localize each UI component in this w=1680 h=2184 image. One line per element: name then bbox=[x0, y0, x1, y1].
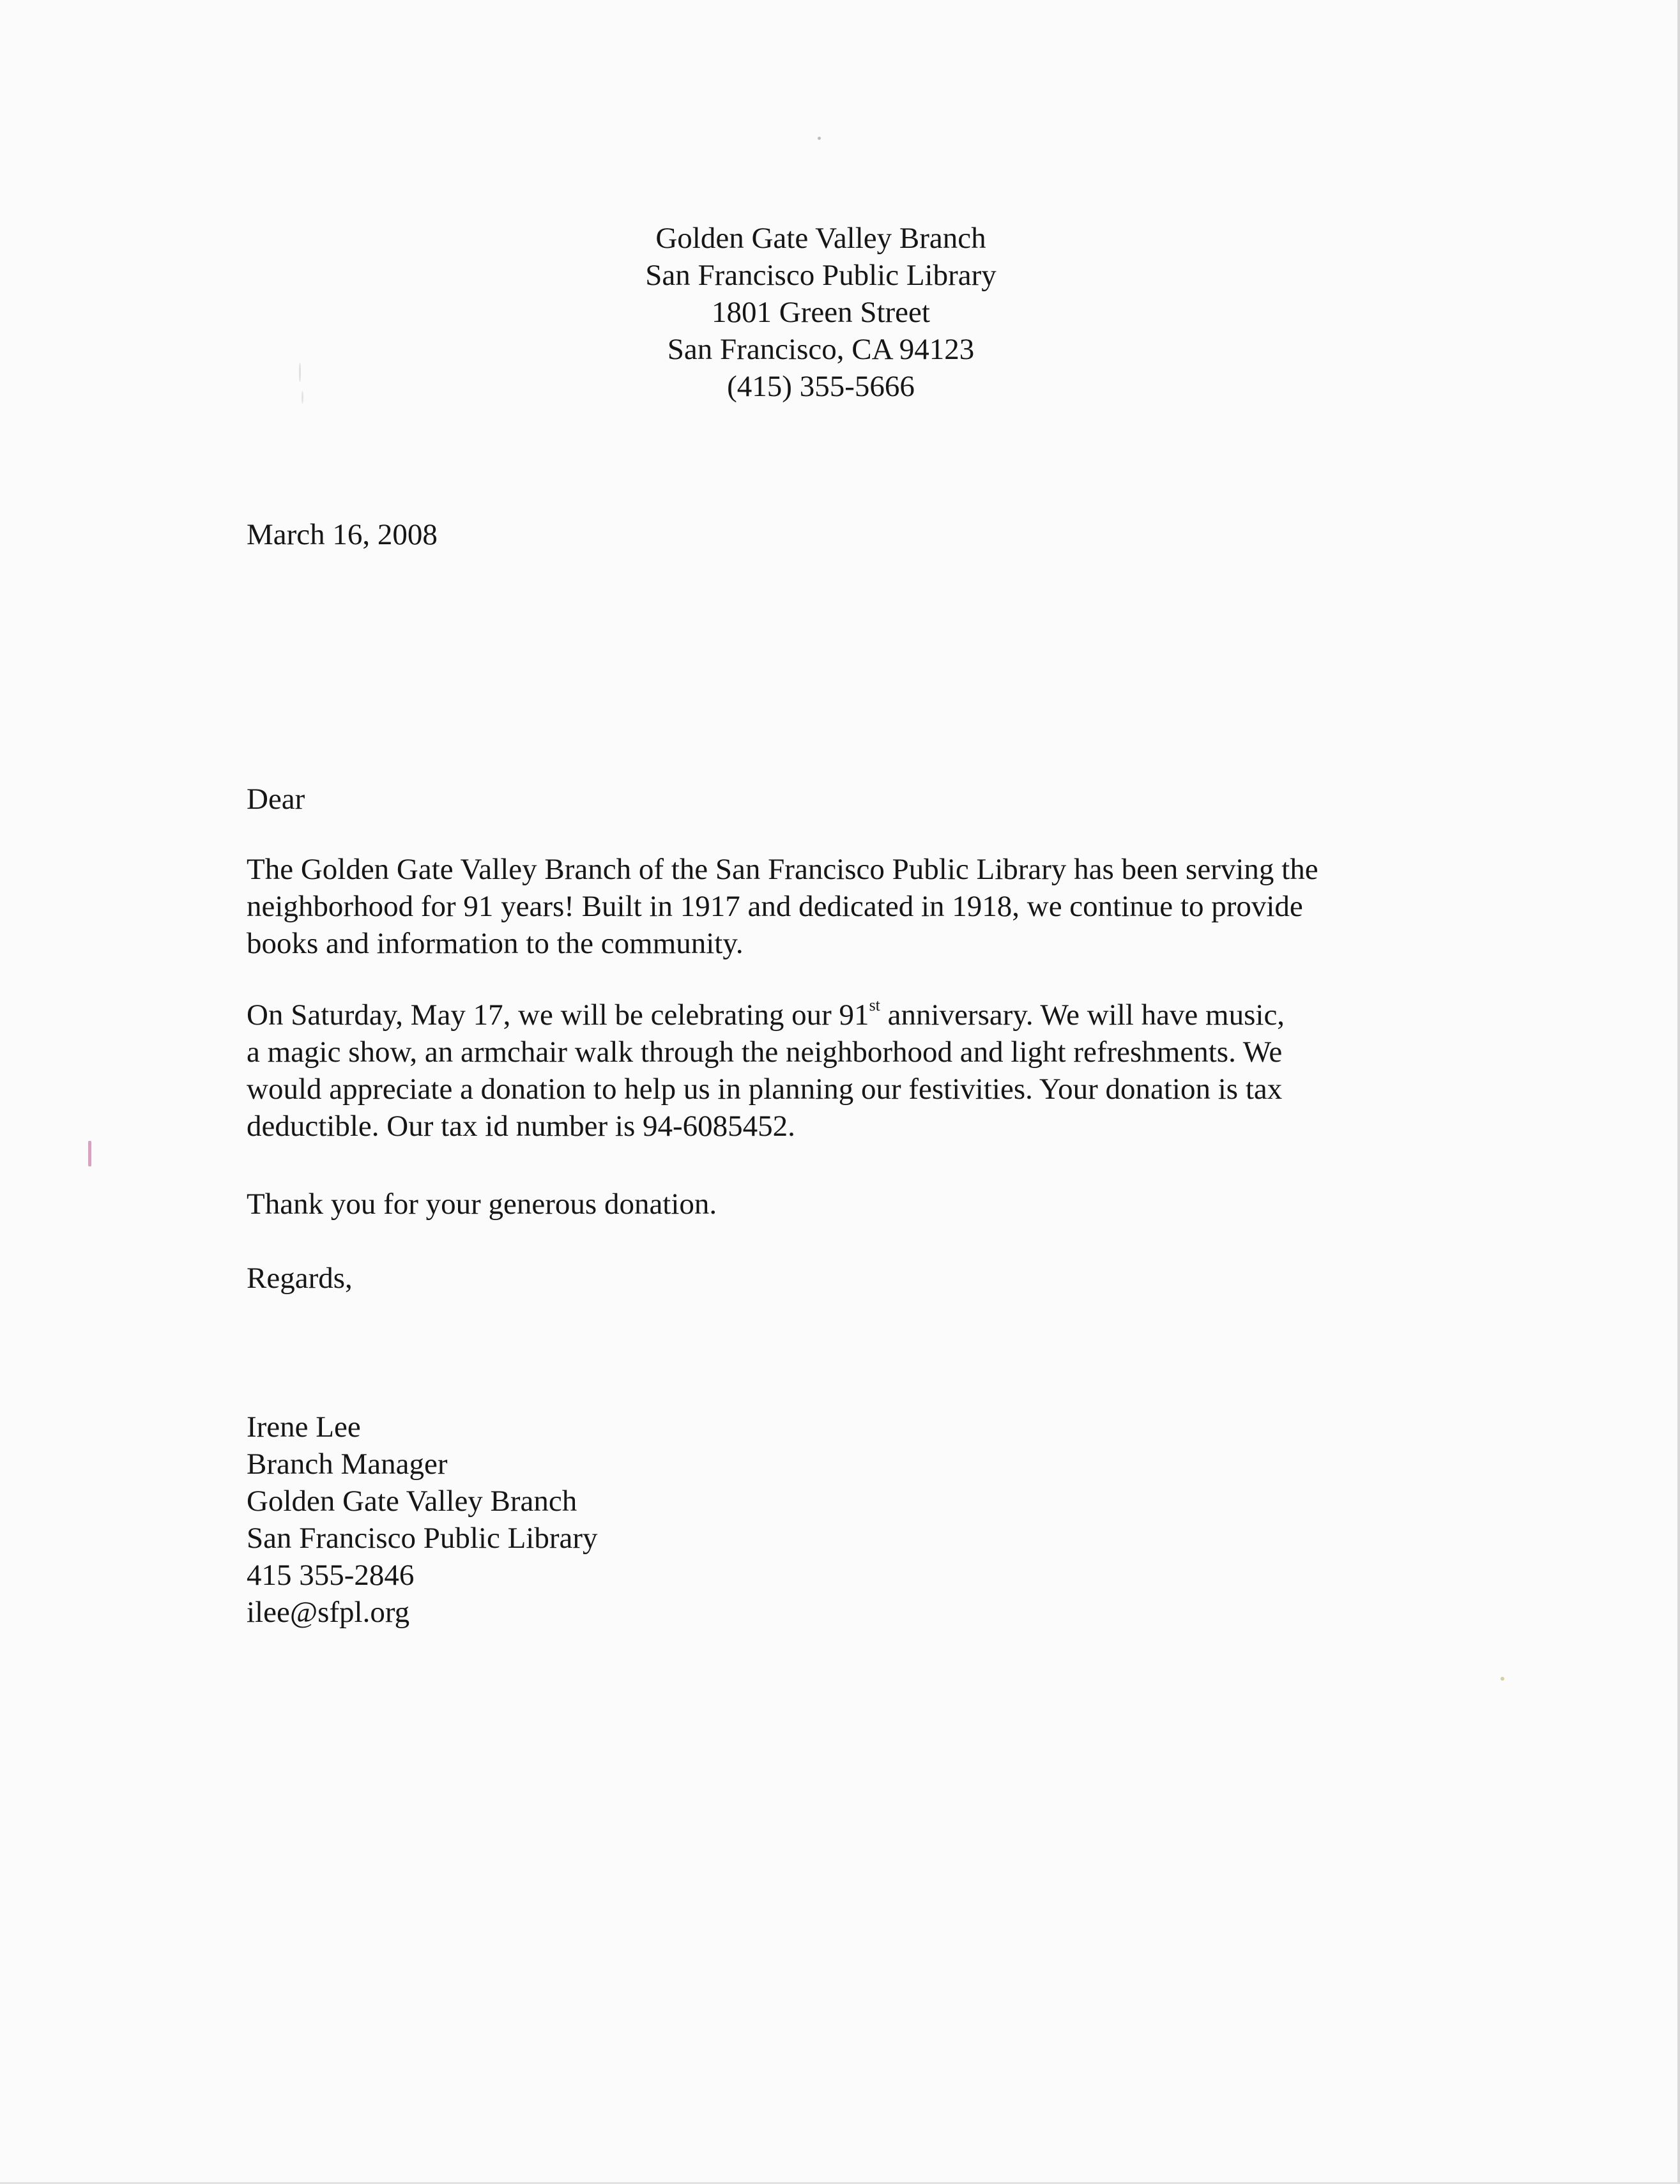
letterhead-phone: (415) 355-5666 bbox=[727, 370, 915, 403]
letterhead bbox=[0, 220, 1642, 405]
paragraph-line bbox=[247, 997, 1285, 1034]
letterhead-branch-name: Golden Gate Valley Branch bbox=[655, 222, 986, 255]
paragraph-line: would appreciate a donation to help us in planning our festivities. Your donation is tax bbox=[247, 1073, 1283, 1106]
scan-speck bbox=[1501, 1677, 1504, 1681]
signer-phone: 415 355-2846 bbox=[247, 1559, 415, 1592]
paragraph-line: a magic show, an armchair walk through the neighborhood and light refreshments. We bbox=[247, 1035, 1283, 1069]
signer-title: Branch Manager bbox=[247, 1447, 448, 1481]
paragraph-anniversary bbox=[247, 997, 1285, 1145]
ordinal-suffix: st bbox=[869, 996, 880, 1014]
stray-pen-mark bbox=[88, 1141, 91, 1166]
line-text: anniversary. We will have music, bbox=[880, 998, 1285, 1032]
paragraph-line: neighborhood for 91 years! Built in 1917 and dedicated in 1918, we continue to provide bbox=[247, 890, 1303, 923]
paragraph-line: books and information to the community. bbox=[247, 927, 744, 960]
closing: Regards, bbox=[247, 1262, 353, 1295]
scan-speck bbox=[818, 137, 821, 140]
scan-speck bbox=[299, 363, 301, 382]
letterhead-library-name: San Francisco Public Library bbox=[645, 259, 997, 292]
signer-name: Irene Lee bbox=[247, 1410, 361, 1444]
signer-branch: Golden Gate Valley Branch bbox=[247, 1485, 577, 1518]
paragraph-line: The Golden Gate Valley Branch of the San Francisco Public Library has been serving the bbox=[247, 853, 1318, 886]
paragraph-history bbox=[247, 851, 1318, 962]
paragraph-line: deductible. Our tax id number is 94-6085452. bbox=[247, 1110, 795, 1143]
paragraph-thanks: Thank you for your generous donation. bbox=[247, 1187, 717, 1221]
signature-block bbox=[247, 1409, 598, 1631]
signer-library: San Francisco Public Library bbox=[247, 1522, 598, 1555]
signer-email: ilee@sfpl.org bbox=[247, 1596, 410, 1629]
scan-speck bbox=[302, 391, 303, 404]
letterhead-street-address: 1801 Green Street bbox=[712, 296, 930, 329]
letterhead-city-state-zip: San Francisco, CA 94123 bbox=[667, 333, 975, 366]
letter-date: March 16, 2008 bbox=[247, 518, 438, 551]
salutation: Dear bbox=[247, 783, 305, 816]
line-text: On Saturday, May 17, we will be celebrating our 91 bbox=[247, 998, 869, 1032]
